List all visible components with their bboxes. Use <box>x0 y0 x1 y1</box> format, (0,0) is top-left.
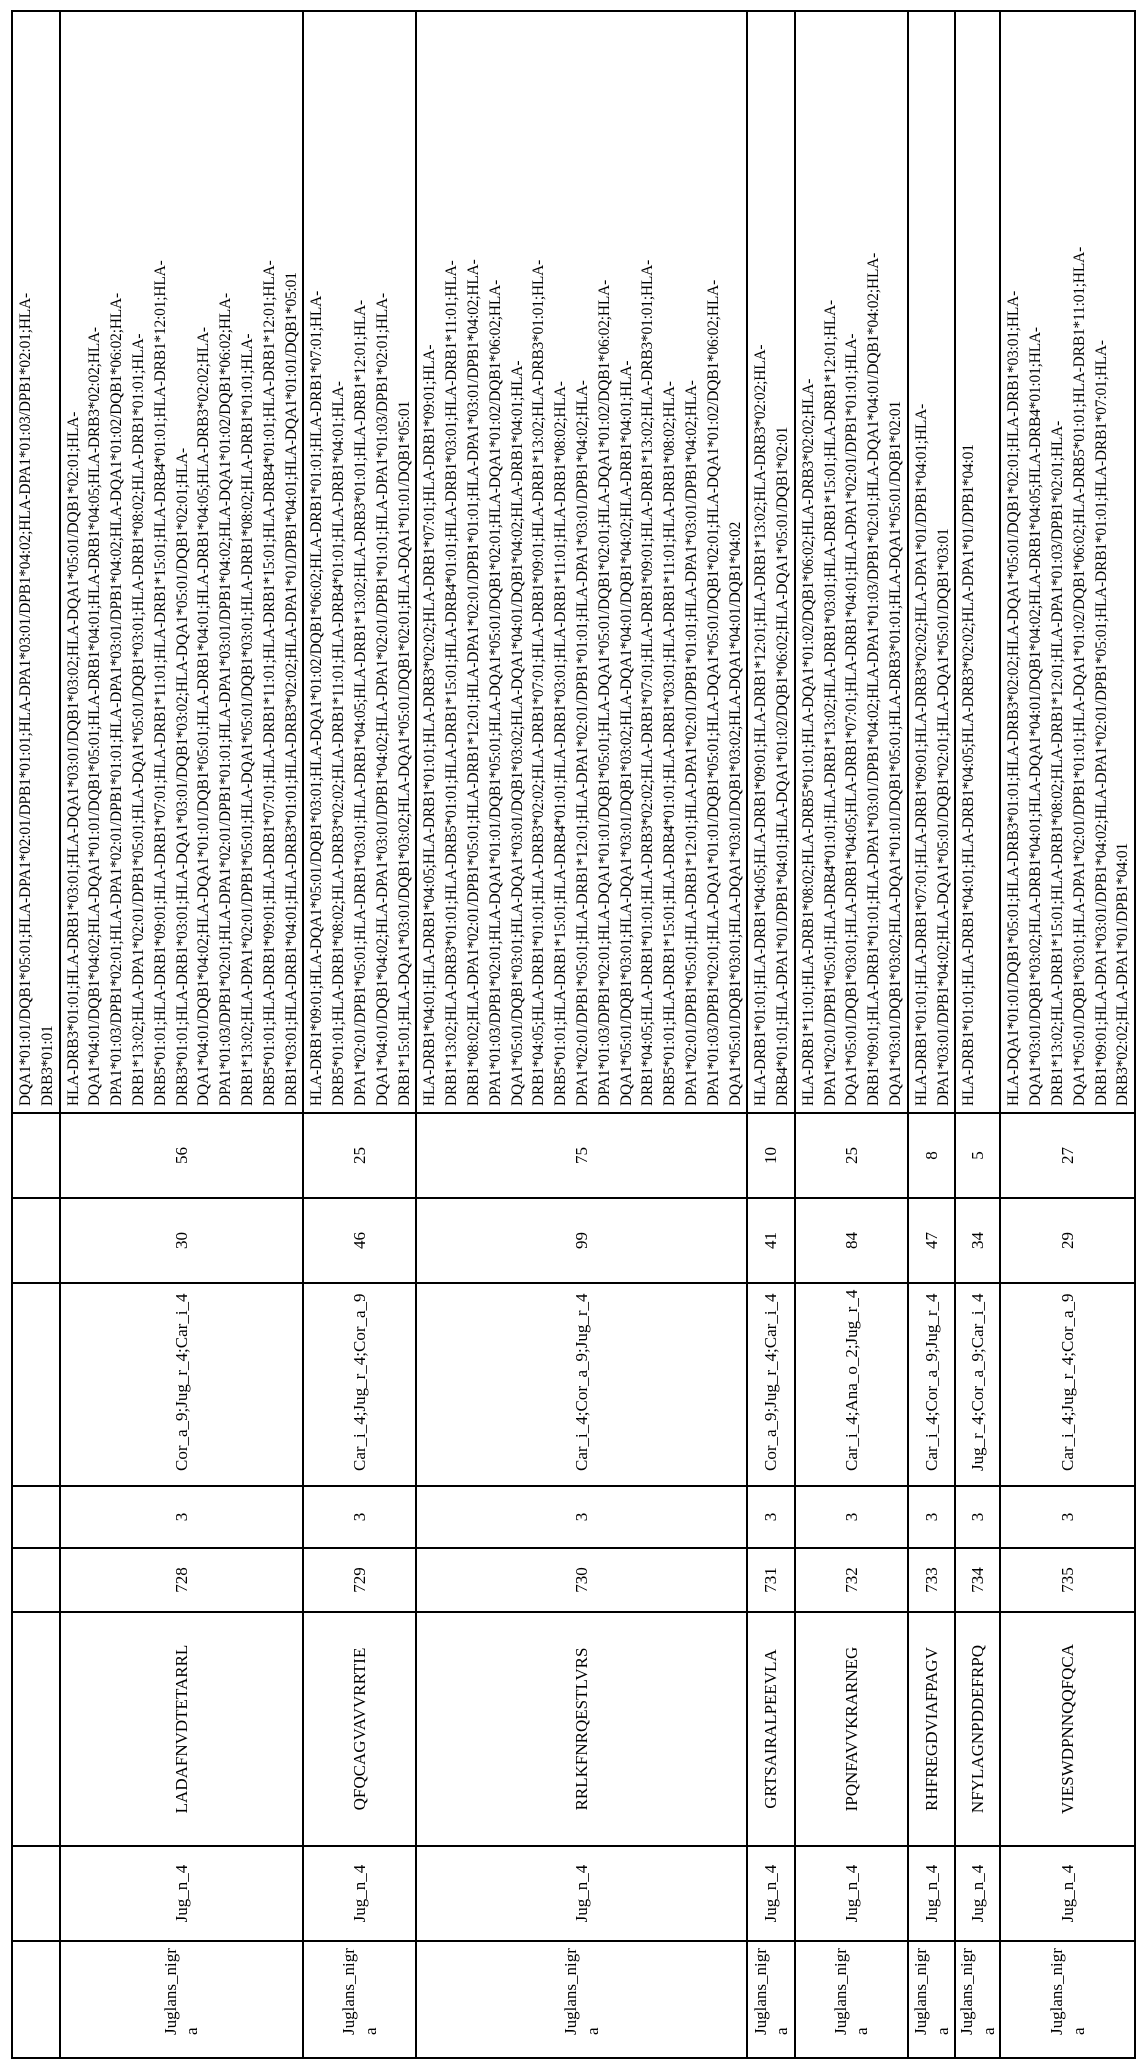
hla-allele-line: DPA1*01:03/DPB1*02:01;HLA-DPA1*02:01/DPB1*01:01;HLA-DPA1*03:01/DPB1*04:02;HLA-DQA1*01:02/DQB1*06:02;HLA- <box>108 293 126 1106</box>
value-b-cell <box>12 1113 60 1198</box>
hla-allele-line: DQA1*05:01/DQB1*03:01;HLA-DQA1*03:01/DQB1*03:02;HLA-DQA1*04:01/DQB1*04:02 <box>726 521 744 1106</box>
count-cell: 3 <box>1000 1486 1135 1548</box>
value-a-cell <box>12 1198 60 1283</box>
table-row <box>955 11 1000 2058</box>
hla-alleles-cell <box>747 11 795 1113</box>
hla-allele-line: HLA-DRB1*04:01;HLA-DRB1*04:05;HLA-DRB1*01:01;HLA-DRB3*02:02;HLA-DRB1*07:01;HLA-DRB1*09:01;HLA- <box>421 344 439 1106</box>
hla-allele-line: DRB1*04:05;HLA-DRB1*01:01;HLA-DRB3*02:02;HLA-DRB1*07:01;HLA-DRB1*09:01;HLA-DRB1*13:02;HLA-DRB3*01:01;HLA- <box>639 259 657 1106</box>
id-cell: 732 <box>795 1548 908 1612</box>
id-cell: 729 <box>303 1548 416 1612</box>
allergen-cell: Jug_n_4 <box>908 1846 956 1941</box>
cross-reactive-cell: Car_i_4;Cor_a_9;Jug_r_4 <box>908 1283 956 1486</box>
hla-allele-line: DPA1*01:03/DPB1*02:01;HLA-DPA1*02:01/DPB1*01:01;HLA-DPA1*03:01/DPB1*04:02;HLA-DQA1*01:02/DQB1*06:02;HLA- <box>217 293 235 1106</box>
hla-allele-line: DRB1*13:02;HLA-DPA1*02:01/DPB1*05:01;HLA-DQA1*05:01/DQB1*03:01;HLA-DRB1*08:02;HLA-DRB1*01:01;HLA- <box>129 333 147 1106</box>
hla-alleles-cell <box>303 11 416 1113</box>
allergen-cell: Jug_n_4 <box>416 1846 747 1941</box>
hla-allele-line: DPA1*01:03/DPB1*02:01;HLA-DQA1*01:01/DQB1*05:01;HLA-DQA1*05:01/DQB1*02:01;HLA-DQA1*01:02/DQB1*06:02;HLA- <box>595 279 613 1106</box>
hla-allele-line: DRB1*09:01;HLA-DPA1*03:01/DPB1*04:02;HLA-DPA1*02:01/DPB1*05:01;HLA-DRB1*01:01;HLA-DRB1*07:01;HLA- <box>1092 340 1110 1106</box>
hla-alleles-cell <box>416 11 747 1113</box>
table-row <box>1000 11 1135 2058</box>
id-cell: 734 <box>955 1548 1000 1612</box>
rotated-table-page <box>11 12 1132 2059</box>
hla-allele-line: DRB3*02:02;HLA-DPA1*01/DPB1*04:01 <box>1114 843 1132 1106</box>
value-b-cell: 75 <box>416 1113 747 1198</box>
allergen-cell: Jug_n_4 <box>795 1846 908 1941</box>
cross-reactive-cell: Car_i_4;Jug_r_4;Cor_a_9 <box>1000 1283 1135 1486</box>
hla-allele-line: DQA1*04:01/DQB1*04:02;HLA-DPA1*03:01/DPB1*04:02;HLA-DPA1*02:01/DPB1*01:01;HLA-DPA1*01:03/DPB1*02:01;HLA- <box>373 293 391 1106</box>
value-a-cell: 30 <box>60 1198 304 1283</box>
hla-allele-line: DRB1*09:01;HLA-DRB1*01:01;HLA-DPA1*03:01/DPB1*04:02;HLA-DPA1*01:03/DPB1*02:01;HLA-DQA1*04:01/DQB1*04:02;HLA- <box>865 252 883 1106</box>
count-cell: 3 <box>303 1486 416 1548</box>
sequence-cell <box>12 1612 60 1846</box>
count-cell: 3 <box>795 1486 908 1548</box>
allergen-cell: Jug_n_4 <box>303 1846 416 1941</box>
hla-allele-line: DQA1*05:01/DQB1*03:01;HLA-DPA1*02:01/DPB1*01:01;HLA-DQA1*01:02/DQB1*06:02;HLA-DRB5*01:01;HLA-DRB1*11:01;HLA- <box>1070 246 1088 1106</box>
species-cell: Juglans_nigra <box>416 1941 747 2058</box>
species-cell <box>12 1941 60 2058</box>
hla-allele-line: HLA-DRB1*01:01;HLA-DRB1*04:01;HLA-DRB1*04:05;HLA-DRB3*02:02;HLA-DPA1*01/DPB1*04:01 <box>960 444 978 1106</box>
hla-allele-line: HLA-DRB3*01:01;HLA-DRB1*03:01;HLA-DQA1*03:01/DQB1*03:02;HLA-DQA1*05:01/DQB1*02:01;HLA- <box>64 411 82 1106</box>
value-b-cell: 25 <box>795 1113 908 1198</box>
species-cell: Juglans_nigra <box>60 1941 304 2058</box>
allergen-cell: Jug_n_4 <box>60 1846 304 1941</box>
value-b-cell: 56 <box>60 1113 304 1198</box>
hla-allele-line: DRB5*01:01;HLA-DRB1*15:01;HLA-DRB4*01:01;HLA-DRB1*03:01;HLA-DRB1*11:01;HLA-DRB1*08:02;HLA- <box>661 381 679 1106</box>
hla-alleles-cell <box>908 11 956 1113</box>
cross-reactive-cell: Car_i_4;Jug_r_4;Cor_a_9 <box>303 1283 416 1486</box>
value-a-cell: 34 <box>955 1198 1000 1283</box>
cross-reactive-cell: Jug_r_4;Cor_a_9;Car_i_4 <box>955 1283 1000 1486</box>
hla-alleles-cell <box>12 11 60 1113</box>
id-cell: 730 <box>416 1548 747 1612</box>
count-cell: 3 <box>60 1486 304 1548</box>
hla-allele-line: DPA1*02:01/DPB1*05:01;HLA-DRB1*03:01;HLA-DRB1*04:05;HLA-DRB1*13:02;HLA-DRB3*01:01;HLA-DRB1*12:01;HLA- <box>351 300 369 1106</box>
hla-allele-line: DQA1*01:01/DQB1*05:01;HLA-DPA1*02:01/DPB1*01:01;HLA-DPA1*03:01/DPB1*04:02;HLA-DPA1*01:03/DPB1*02:01;HLA- <box>17 293 34 1106</box>
allergen-cell: Jug_n_4 <box>1000 1846 1135 1941</box>
cross-reactive-cell: Cor_a_9;Jug_r_4;Car_i_4 <box>747 1283 795 1486</box>
allergen-cell <box>12 1846 60 1941</box>
sequence-cell: IPQNFAVVKRARNEG <box>795 1612 908 1846</box>
sequence-cell: RHFREGDVIAFPAGV <box>908 1612 956 1846</box>
value-a-cell: 29 <box>1000 1198 1135 1283</box>
sequence-cell: RRLKFNRQESTLVRS <box>416 1612 747 1846</box>
value-a-cell: 41 <box>747 1198 795 1283</box>
hla-allele-line: DQA1*05:01/DQB1*03:01;HLA-DQA1*03:01/DQB1*03:02;HLA-DQA1*04:01/DQB1*04:02;HLA-DRB1*04:01;HLA- <box>508 360 526 1106</box>
hla-allele-line: DPA1*03:01/DPB1*04:02;HLA-DQA1*05:01/DQB1*02:01;HLA-DQA1*05:01/DQB1*03:01 <box>934 528 952 1106</box>
hla-allele-line: DRB5*01:01;HLA-DRB1*08:02;HLA-DRB3*02:02;HLA-DRB1*11:01;HLA-DRB4*01:01;HLA-DRB1*04:01;HLA- <box>330 381 348 1106</box>
sequence-cell: LADAFNVDTETARRL <box>60 1612 304 1846</box>
allergen-cell: Jug_n_4 <box>747 1846 795 1941</box>
hla-allele-line: DRB5*01:01;HLA-DRB1*09:01;HLA-DRB1*07:01;HLA-DRB1*11:01;HLA-DRB1*15:01;HLA-DRB4*01:01;HLA-DRB1*12:01;HLA- <box>260 260 278 1106</box>
sequence-cell: NFYLAGNPDDEFRPQ <box>955 1612 1000 1846</box>
hla-allele-line: DRB1*15:01;HLA-DQA1*03:01/DQB1*03:02;HLA-DQA1*05:01/DQB1*02:01;HLA-DQA1*01:01/DQB1*05:01 <box>395 400 413 1106</box>
species-cell: Juglans_nigra <box>795 1941 908 2058</box>
sequence-cell: VIESWDPNNQQFQCA <box>1000 1612 1135 1846</box>
cross-reactive-cell: Car_i_4;Ana_o_2;Jug_r_4 <box>795 1283 908 1486</box>
species-cell: Juglans_nigra <box>1000 1941 1135 2058</box>
count-cell <box>12 1486 60 1548</box>
hla-allele-line: DQA1*05:01/DQB1*03:01;HLA-DRB1*04:05;HLA-DRB1*07:01;HLA-DRB1*04:01;HLA-DPA1*02:01/DPB1*01:01;HLA- <box>843 333 861 1106</box>
hla-allele-line: DPA1*02:01/DPB1*05:01;HLA-DRB1*12:01;HLA-DPA1*02:01/DPB1*01:01;HLA-DPA1*03:01/DPB1*04:02;HLA- <box>682 380 700 1106</box>
table-row <box>416 11 747 2058</box>
value-b-cell: 10 <box>747 1113 795 1198</box>
sequence-cell: GRTSAIRALPEEVLA <box>747 1612 795 1846</box>
table-row <box>795 11 908 2058</box>
hla-allele-line: DQA1*05:01/DQB1*03:01;HLA-DQA1*03:01/DQB1*03:02;HLA-DQA1*04:01/DQB1*04:02;HLA-DRB1*04:01;HLA- <box>617 360 635 1106</box>
count-cell: 3 <box>747 1486 795 1548</box>
species-cell: Juglans_nigra <box>303 1941 416 2058</box>
hla-allele-line: DQA1*04:01/DQB1*04:02;HLA-DQA1*01:01/DQB1*05:01;HLA-DRB1*04:01;HLA-DRB1*04:05;HLA-DRB3*02:02;HLA- <box>195 327 213 1106</box>
hla-allele-line: DQA1*04:01/DQB1*04:02;HLA-DQA1*01:01/DQB1*05:01;HLA-DRB1*04:01;HLA-DRB1*04:05;HLA-DRB3*02:02;HLA- <box>86 327 104 1106</box>
cross-reactive-cell: Cor_a_9;Jug_r_4;Car_i_4 <box>60 1283 304 1486</box>
hla-allele-line: DQA1*03:01/DQB1*03:02;HLA-DRB1*04:01;HLA-DQA1*04:01/DQB1*04:02;HLA-DRB1*04:05;HLA-DRB4*01:01;HLA- <box>1027 327 1045 1106</box>
hla-allele-line: DRB3*01:01;HLA-DRB1*03:01;HLA-DQA1*03:01/DQB1*03:02;HLA-DQA1*05:01/DQB1*02:01;HLA- <box>173 447 191 1106</box>
sequence-cell: QFQCAGVAVVRRTIE <box>303 1612 416 1846</box>
hla-allele-line: HLA-DRB1*11:01;HLA-DRB1*08:02;HLA-DRB5*01:01;HLA-DQA1*01:02/DQB1*06:02;HLA-DRB3*02:02;HLA- <box>799 378 817 1106</box>
hla-alleles-cell <box>1000 11 1135 1113</box>
value-b-cell: 25 <box>303 1113 416 1198</box>
hla-allele-line: DRB1*08:02;HLA-DPA1*02:01/DPB1*05:01;HLA-DRB1*12:01;HLA-DPA1*02:01/DPB1*01:01;HLA-DPA1*03:01/DPB1*04:02;HLA- <box>464 259 482 1106</box>
hla-allele-line: DRB1*13:02;HLA-DRB3*01:01;HLA-DRB5*01:01;HLA-DRB1*15:01;HLA-DRB4*01:01;HLA-DRB1*03:01;HLA-DRB1*11:01;HLA- <box>443 260 461 1106</box>
value-a-cell: 47 <box>908 1198 956 1283</box>
hla-allele-line: DRB4*01:01;HLA-DPA1*01/DPB1*04:01;HLA-DQA1*01:02/DQB1*06:02;HLA-DQA1*05:01/DQB1*02:01 <box>774 426 792 1106</box>
hla-allele-line: DPA1*02:01/DPB1*05:01;HLA-DRB4*01:01;HLA-DRB1*13:02;HLA-DRB1*03:01;HLA-DRB1*15:01;HLA-DRB1*12:01;HLA- <box>821 300 839 1106</box>
value-b-cell: 8 <box>908 1113 956 1198</box>
value-b-cell: 27 <box>1000 1113 1135 1198</box>
hla-alleles-cell <box>60 11 304 1113</box>
species-cell: Juglans_nigra <box>955 1941 1000 2058</box>
cross-reactive-cell: Car_i_4;Cor_a_9;Jug_r_4 <box>416 1283 747 1486</box>
hla-alleles-cell <box>955 11 1000 1113</box>
hla-allele-line: DQA1*03:01/DQB1*03:02;HLA-DQA1*01:01/DQB1*05:01;HLA-DRB3*01:01;HLA-DQA1*05:01/DQB1*02:01 <box>887 400 905 1106</box>
hla-allele-line: DRB5*01:01;HLA-DRB1*09:01;HLA-DRB1*07:01;HLA-DRB1*11:01;HLA-DRB1*15:01;HLA-DRB4*01:01;HLA-DRB1*12:01;HLA- <box>151 260 169 1106</box>
id-cell: 731 <box>747 1548 795 1612</box>
count-cell: 3 <box>908 1486 956 1548</box>
hla-allele-line: DRB1*04:05;HLA-DRB1*01:01;HLA-DRB3*02:02;HLA-DRB1*07:01;HLA-DRB1*09:01;HLA-DRB1*13:02;HLA-DRB3*01:01;HLA- <box>530 259 548 1106</box>
id-cell: 735 <box>1000 1548 1135 1612</box>
table-row <box>12 11 60 2058</box>
table-row <box>747 11 795 2058</box>
count-cell: 3 <box>955 1486 1000 1548</box>
id-cell: 728 <box>60 1548 304 1612</box>
hla-allele-line: DRB1*13:02;HLA-DPA1*02:01/DPB1*05:01;HLA-DQA1*05:01/DQB1*03:01;HLA-DRB1*08:02;HLA-DRB1*01:01;HLA- <box>238 333 256 1106</box>
id-cell <box>12 1548 60 1612</box>
value-b-cell: 5 <box>955 1113 1000 1198</box>
value-a-cell: 84 <box>795 1198 908 1283</box>
species-cell: Juglans_nigra <box>908 1941 956 2058</box>
cross-reactive-cell <box>12 1283 60 1486</box>
value-a-cell: 46 <box>303 1198 416 1283</box>
hla-allele-line: DPA1*02:01/DPB1*05:01;HLA-DRB1*12:01;HLA-DPA1*02:01/DPB1*01:01;HLA-DPA1*03:01/DPB1*04:02;HLA- <box>573 380 591 1106</box>
hla-allele-line: HLA-DRB1*09:01;HLA-DQA1*05:01/DQB1*03:01;HLA-DQA1*01:02/DQB1*06:02;HLA-DRB1*01:01;HLA-DRB1*07:01;HLA- <box>308 290 326 1106</box>
hla-allele-line: DRB3*01:01 <box>38 1025 56 1106</box>
table-row <box>60 11 304 2058</box>
hla-alleles-cell <box>795 11 908 1113</box>
hla-allele-line: DRB1*13:02;HLA-DRB1*15:01;HLA-DRB1*08:02;HLA-DRB1*12:01;HLA-DPA1*01:03/DPB1*02:01;HLA- <box>1049 420 1067 1106</box>
hla-allele-line: DPA1*01:03/DPB1*02:01;HLA-DQA1*01:01/DQB1*05:01;HLA-DQA1*05:01/DQB1*02:01;HLA-DQA1*01:02/DQB1*06:02;HLA- <box>486 279 504 1106</box>
epitope-table <box>11 10 1136 2059</box>
hla-allele-line: HLA-DRB1*01:01;HLA-DRB1*04:05;HLA-DRB1*09:01;HLA-DRB1*12:01;HLA-DRB1*13:02;HLA-DRB3*02:02;HLA- <box>752 344 770 1106</box>
hla-allele-line: DRB1*03:01;HLA-DRB1*04:01;HLA-DRB3*01:01;HLA-DRB3*02:02;HLA-DPA1*01/DPB1*04:01;HLA-DQA1*01:01/DQB1*05:01 <box>282 272 300 1106</box>
hla-allele-line: DRB5*01:01;HLA-DRB1*15:01;HLA-DRB4*01:01;HLA-DRB1*03:01;HLA-DRB1*11:01;HLA-DRB1*08:02;HLA- <box>552 381 570 1106</box>
allergen-cell: Jug_n_4 <box>955 1846 1000 1941</box>
hla-allele-line: DPA1*01:03/DPB1*02:01;HLA-DQA1*01:01/DQB1*05:01;HLA-DQA1*05:01/DQB1*02:01;HLA-DQA1*01:02/DQB1*06:02;HLA- <box>704 279 722 1106</box>
count-cell: 3 <box>416 1486 747 1548</box>
id-cell: 733 <box>908 1548 956 1612</box>
species-cell: Juglans_nigra <box>747 1941 795 2058</box>
table-row <box>303 11 416 2058</box>
hla-allele-line: HLA-DRB1*01:01;HLA-DRB1*07:01;HLA-DRB1*09:01;HLA-DRB3*02:02;HLA-DPA1*01/DPB1*04:01;HLA- <box>912 403 930 1106</box>
hla-allele-line: HLA-DQA1*01:01/DQB1*05:01;HLA-DRB3*01:01;HLA-DRB3*02:02;HLA-DQA1*05:01/DQB1*02:01;HLA-DRB1*03:01;HLA- <box>1005 290 1023 1106</box>
table-row <box>908 11 956 2058</box>
value-a-cell: 99 <box>416 1198 747 1283</box>
